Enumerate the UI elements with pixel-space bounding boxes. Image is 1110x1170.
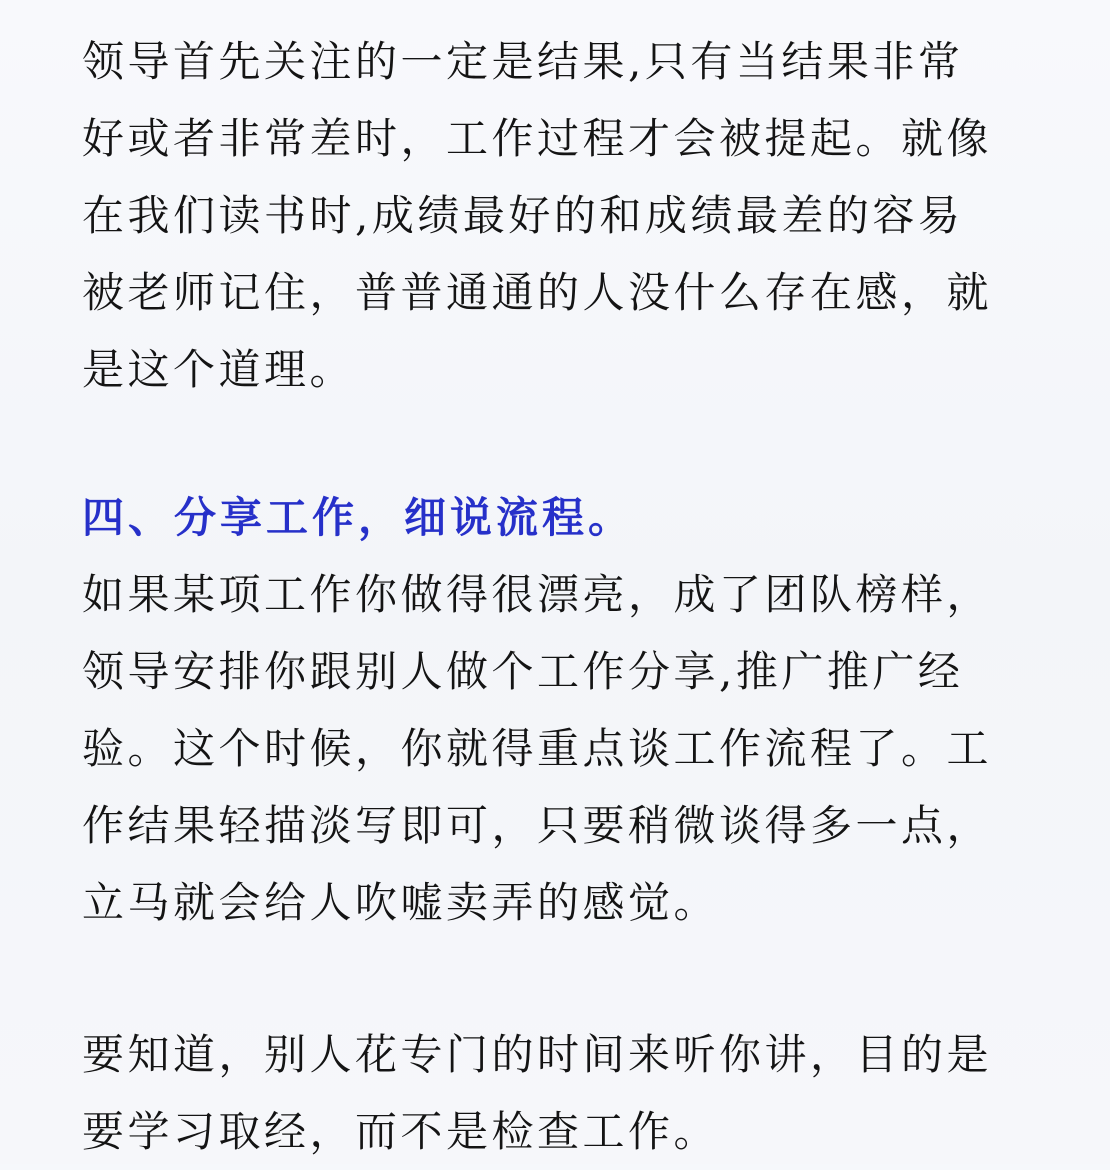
paragraph-line: 要知道，别人花专门的时间来听你讲，目的是 xyxy=(82,1030,993,1079)
section-heading xyxy=(82,479,1012,556)
paragraph-line: 好或者非常差时，工作过程才会被提起。就像 xyxy=(82,114,993,163)
paragraph-line: 立马就会给人吹嘘卖弄的感觉。 xyxy=(82,878,720,927)
paragraph-share-work xyxy=(82,556,1012,941)
paragraph-line: 如果某项工作你做得很漂亮，成了团队榜样， xyxy=(82,570,993,619)
paragraph-line: 领导首先关注的一定是结果,只有当结果非常 xyxy=(82,37,964,86)
section-heading-text: 四、分享工作，细说流程。 xyxy=(82,493,635,542)
paragraph-line: 要学习取经，而不是检查工作。 xyxy=(82,1107,720,1156)
paragraph-results-focus xyxy=(82,23,1012,408)
paragraph-line: 领导安排你跟别人做个工作分享,推广推广经 xyxy=(82,647,964,696)
paragraph-line: 在我们读书时,成绩最好的和成绩最差的容易 xyxy=(82,191,964,240)
paragraph-line: 验。这个时候，你就得重点谈工作流程了。工 xyxy=(82,724,993,773)
paragraph-line: 是这个道理。 xyxy=(82,345,356,394)
paragraph-line: 作结果轻描淡写即可，只要稍微谈得多一点， xyxy=(82,801,993,850)
paragraph-learning-purpose xyxy=(82,1016,1012,1170)
paragraph-line: 被老师记住，普普通通的人没什么存在感，就 xyxy=(82,268,993,317)
